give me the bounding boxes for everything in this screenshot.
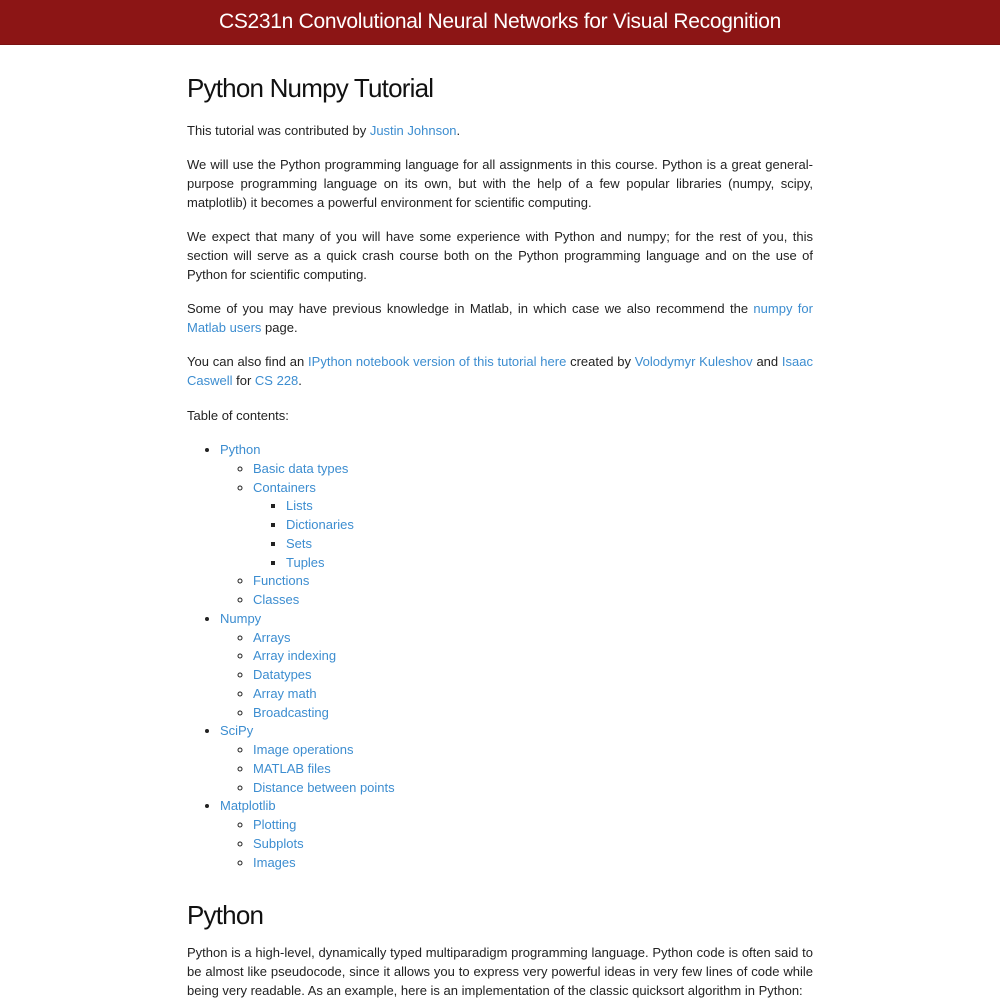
table-of-contents xyxy=(187,441,395,872)
toc-link-image-operations[interactable]: Image operations xyxy=(253,742,354,757)
toc-link-matlab-files[interactable]: MATLAB files xyxy=(253,760,331,776)
toc-item xyxy=(253,854,395,873)
paragraph-text: for xyxy=(232,372,255,388)
toc-item xyxy=(253,460,395,479)
python-intro-paragraph: Python is a high-level, dynamically typed multiparadigm programming language. Python code is often said to be almost like pseudocode, since it allows you to express very powerful ideas in very few lines of code while being very readable. As an example, here is an implementation of the classic quicksort algorithm in Python: xyxy=(187,945,813,998)
matlab-paragraph xyxy=(187,300,813,338)
paragraph-text: . xyxy=(456,123,461,138)
toc-link-images[interactable]: Images xyxy=(253,854,296,870)
toc-item xyxy=(253,685,395,704)
toc-item-python xyxy=(220,441,395,610)
toc-item xyxy=(253,835,395,854)
site-title-link[interactable]: CS231n Convolutional Neural Networks for Visual Recognition xyxy=(218,10,782,33)
toc-item xyxy=(286,554,395,573)
cs228-link[interactable]: CS 228 xyxy=(254,372,299,388)
page-title: Python Numpy Tutorial xyxy=(187,73,434,103)
toc-item xyxy=(253,741,395,760)
paragraph-text: . xyxy=(298,372,302,388)
toc-link-tuples[interactable]: Tuples xyxy=(286,554,325,570)
toc-link-matplotlib[interactable]: Matplotlib xyxy=(220,798,276,814)
toc-link-lists[interactable]: Lists xyxy=(286,498,313,514)
toc-item xyxy=(253,666,395,685)
toc-item xyxy=(253,591,395,610)
toc-item xyxy=(253,816,395,835)
toc-item xyxy=(253,779,395,798)
toc-link-datatypes[interactable]: Datatypes xyxy=(253,667,312,682)
paragraph-text: This tutorial was contributed by xyxy=(187,123,370,138)
toc-link-plotting[interactable]: Plotting xyxy=(253,817,297,832)
toc-link-basic-data-types[interactable]: Basic data types xyxy=(253,460,349,476)
toc-item-matplotlib xyxy=(220,797,395,872)
post-content xyxy=(187,44,813,998)
toc-sublist xyxy=(253,497,395,572)
toc-sublist xyxy=(220,741,395,797)
toc-sublist xyxy=(220,460,395,610)
ipython-paragraph xyxy=(187,353,813,391)
toc-link-distance-between-points[interactable]: Distance between points xyxy=(253,779,395,795)
python-section-heading: Python xyxy=(187,900,264,930)
toc-link-dictionaries[interactable]: Dictionaries xyxy=(286,517,354,532)
toc-link-functions[interactable]: Functions xyxy=(253,573,310,589)
toc-link-scipy[interactable]: SciPy xyxy=(220,723,254,739)
toc-link-python[interactable]: Python xyxy=(220,442,261,457)
intro-paragraph: We will use the Python programming language for all assignments in this course. Python is a great general-purpose programming language on its own, but with the help of a few popular libraries (numpy, scipy, matplotlib) it becomes a powerful environment for scientific computing. xyxy=(187,157,813,210)
paragraph-text: Some of you may have previous knowledge in Matlab, in which case we also recommend the xyxy=(187,301,754,316)
toc-item xyxy=(253,572,395,591)
justin-johnson-link[interactable]: Justin Johnson xyxy=(369,123,457,138)
toc-link-containers[interactable]: Containers xyxy=(253,479,316,495)
toc-item xyxy=(286,535,395,554)
toc-item xyxy=(286,497,395,516)
toc-link-arrays[interactable]: Arrays xyxy=(253,629,291,645)
toc-item xyxy=(253,629,395,648)
toc-link-array-math[interactable]: Array math xyxy=(253,685,317,701)
toc-item-numpy xyxy=(220,610,395,723)
toc-link-subplots[interactable]: Subplots xyxy=(253,835,304,851)
expectation-paragraph: We expect that many of you will have some experience with Python and numpy; for the rest of you, this section will serve as a quick crash course both on the Python programming language and on the use of Python for scientific computing. xyxy=(187,229,813,282)
toc-link-numpy[interactable]: Numpy xyxy=(220,610,262,626)
paragraph-text: created by xyxy=(566,354,635,369)
toc-item xyxy=(253,704,395,723)
contributor-paragraph xyxy=(187,122,460,141)
paragraph-text: and xyxy=(752,354,782,369)
isaac-caswell-link[interactable]: Isaac Caswell xyxy=(187,354,813,388)
toc-link-array-indexing[interactable]: Array indexing xyxy=(253,648,337,664)
toc-link-classes[interactable]: Classes xyxy=(253,592,300,607)
paragraph-text: page. xyxy=(261,319,298,335)
volodymyr-kuleshov-link[interactable]: Volodymyr Kuleshov xyxy=(634,354,753,369)
toc-item xyxy=(286,516,395,535)
site-header xyxy=(0,0,1000,45)
toc-link-broadcasting[interactable]: Broadcasting xyxy=(253,704,329,720)
toc-sublist xyxy=(220,816,395,872)
ipython-notebook-link[interactable]: IPython notebook version of this tutorial here xyxy=(308,354,567,369)
toc-link-sets[interactable]: Sets xyxy=(286,535,313,551)
toc-item xyxy=(253,647,395,666)
toc-label: Table of contents: xyxy=(187,408,289,423)
numpy-for-matlab-link[interactable]: numpy for Matlab users xyxy=(187,301,813,335)
toc-item xyxy=(253,479,395,573)
paragraph-text: You can also find an xyxy=(187,354,309,369)
toc-item xyxy=(253,760,395,779)
toc-sublist xyxy=(220,629,395,723)
toc-item-scipy xyxy=(220,722,395,797)
